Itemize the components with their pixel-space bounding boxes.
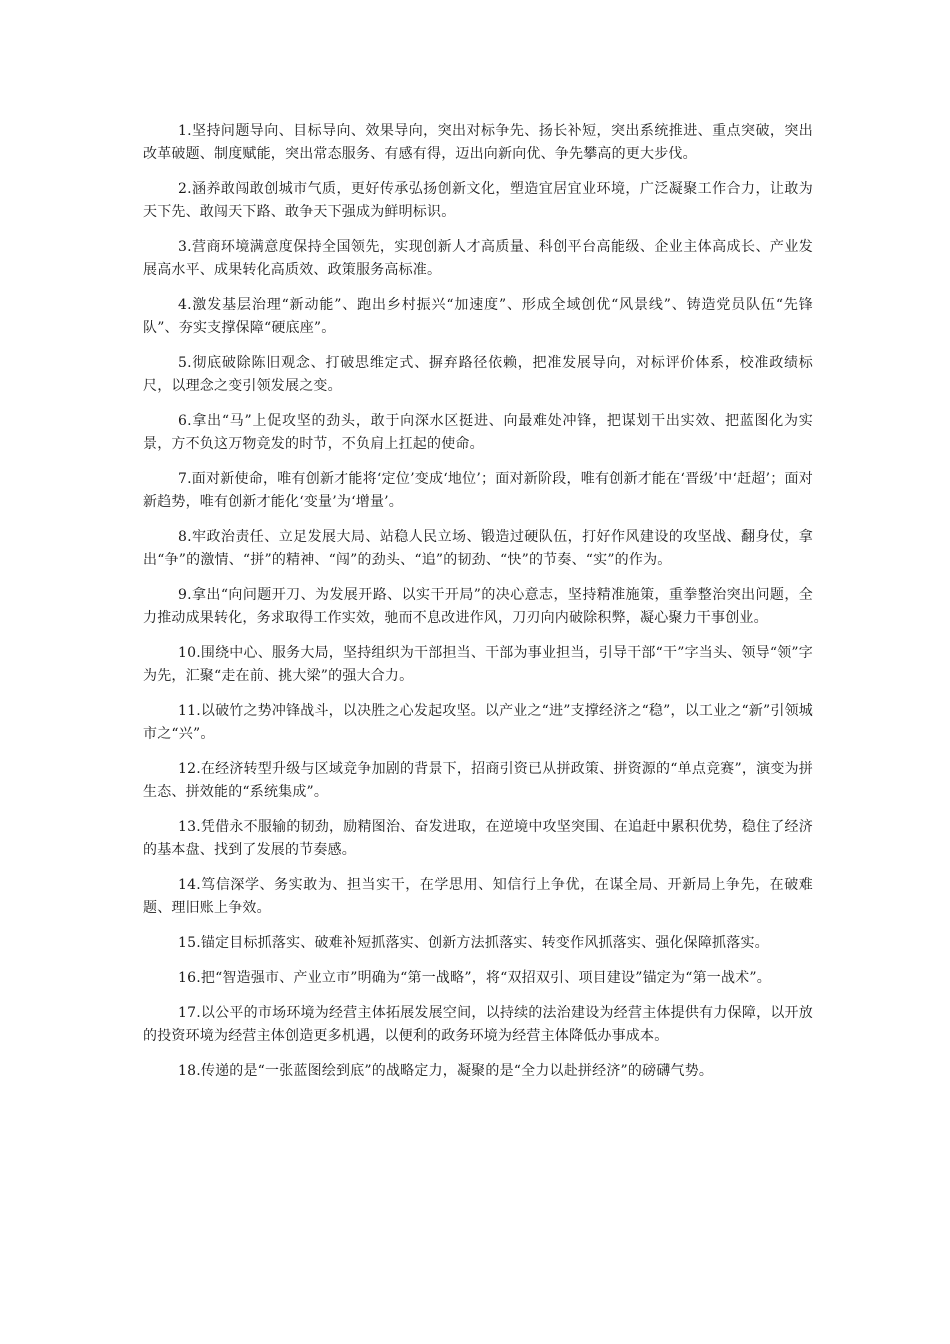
paragraph-9: 9.拿出“向问题开刀、为发展开路、以实干开局”的决心意志，坚持精准施策，重拳整治突出问题，全力推动成果转化，务求取得工作实效，驰而不息改进作风，刀刃向内破除积弊，凝心聚力干事创业。 <box>143 587 813 626</box>
paragraph-5: 5.彻底破除陈旧观念、打破思维定式、摒弃路径依赖，把准发展导向，对标评价体系，校准政绩标尺，以理念之变引领发展之变。 <box>143 355 813 394</box>
paragraph-10: 10.围绕中心、服务大局，坚持组织为干部担当、干部为事业担当，引导干部“干”字当头、领导“领”字为先，汇聚“走在前、挑大梁”的强大合力。 <box>143 645 813 684</box>
paragraph-13: 13.凭借永不服输的韧劲，励精图治、奋发进取，在逆境中攻坚突围、在追赶中累积优势，稳住了经济的基本盘、找到了发展的节奏感。 <box>143 819 813 858</box>
paragraph-16: 16.把“智造强市、产业立市”明确为“第一战略”，将“双招双引、项目建设”锚定为“第一战术”。 <box>178 970 771 986</box>
paragraph-18: 18.传递的是“一张蓝图绘到底”的战略定力，凝聚的是“全力以赴拼经济”的磅礴气势。 <box>178 1063 714 1079</box>
paragraph-15: 15.锚定目标抓落实、破难补短抓落实、创新方法抓落实、转变作风抓落实、强化保障抓落实。 <box>178 935 769 951</box>
paragraph-7: 7.面对新使命，唯有创新才能将‘定位’变成‘地位’；面对新阶段，唯有创新才能在‘晋级’中‘赶超’；面对新趋势，唯有创新才能化‘变量’为‘增量’。 <box>143 471 813 510</box>
document-body <box>143 120 813 1095</box>
paragraph-14: 14.笃信深学、务实敢为、担当实干，在学思用、知信行上争优，在谋全局、开新局上争先，在破难题、理旧账上争效。 <box>143 877 813 916</box>
paragraph-17: 17.以公平的市场环境为经营主体拓展发展空间，以持续的法治建设为经营主体提供有力保障，以开放的投资环境为经营主体创造更多机遇，以便利的政务环境为经营主体降低办事成本。 <box>143 1005 813 1044</box>
paragraph-11: 11.以破竹之势冲锋战斗，以决胜之心发起攻坚。以产业之“进”支撑经济之“稳”，以工业之“新”引领城市之“兴”。 <box>143 703 814 742</box>
paragraph-4: 4.激发基层治理“新动能”、跑出乡村振兴“加速度”、形成全域创优“风景线”、铸造党员队伍“先锋队”、夯实支撑保障“硬底座”。 <box>143 297 813 336</box>
paragraph-8: 8.牢政治责任、立足发展大局、站稳人民立场、锻造过硬队伍，打好作风建设的攻坚战、翻身仗，拿出“争”的激情、“拼”的精神、“闯”的劲头、“追”的韧劲、“快”的节奏、“实”的作为。 <box>143 529 813 568</box>
paragraph-2: 2.涵养敢闯敢创城市气质，更好传承弘扬创新文化，塑造宜居宜业环境，广泛凝聚工作合力，让敢为天下先、敢闯天下路、敢争天下强成为鲜明标识。 <box>143 181 813 220</box>
paragraph-6: 6.拿出“马”上促攻坚的劲头，敢于向深水区挺进、向最难处冲锋，把谋划干出实效、把蓝图化为实景，方不负这万物竞发的时节，不负肩上扛起的使命。 <box>143 413 813 452</box>
paragraph-12: 12.在经济转型升级与区域竞争加剧的背景下，招商引资已从拼政策、拼资源的“单点竞赛”，演变为拼生态、拼效能的“系统集成”。 <box>143 761 813 800</box>
paragraph-1: 1.坚持问题导向、目标导向、效果导向，突出对标争先、扬长补短，突出系统推进、重点突破，突出改革破题、制度赋能，突出常态服务、有感有得，迈出向新向优、争先攀高的更大步伐。 <box>143 123 813 162</box>
paragraph-3: 3.营商环境满意度保持全国领先，实现创新人才高质量、科创平台高能级、企业主体高成长、产业发展高水平、成果转化高质效、政策服务高标准。 <box>143 239 813 278</box>
